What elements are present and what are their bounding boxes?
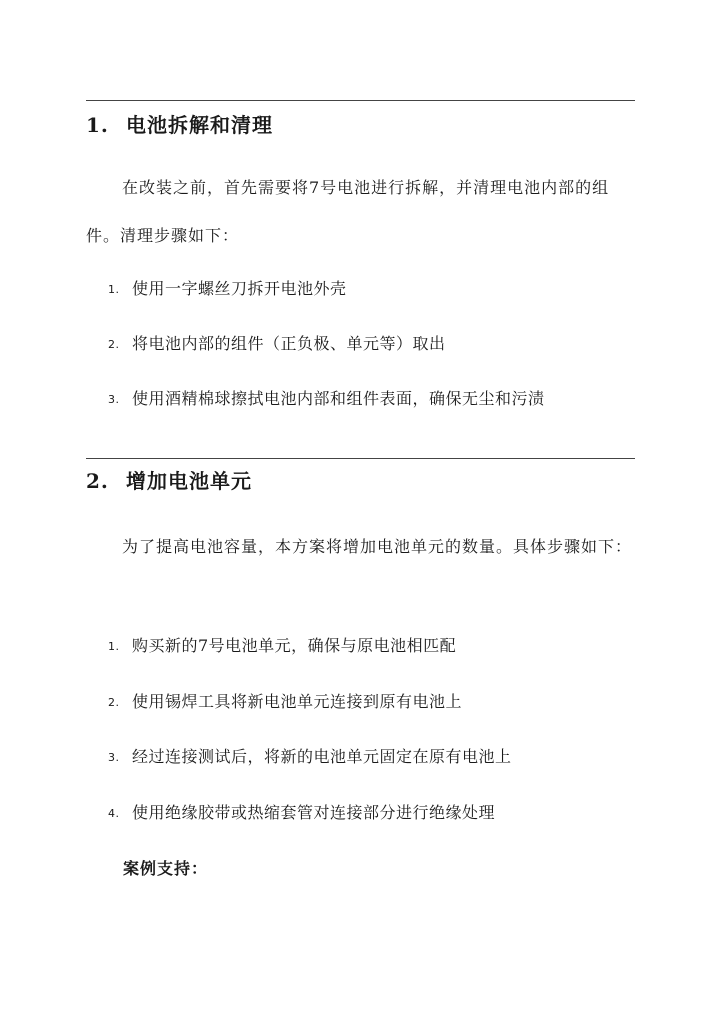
section-2-heading xyxy=(86,467,252,495)
step-text: 使用一字螺丝刀拆开电池外壳 xyxy=(132,279,347,298)
section-1-divider xyxy=(86,100,635,101)
section-2-step-4 xyxy=(108,801,495,826)
step-text: 将电池内部的组件（正负极、单元等）取出 xyxy=(132,334,446,353)
section-1-step-1 xyxy=(108,277,347,302)
section-1-heading xyxy=(86,111,273,139)
section-2-step-2 xyxy=(108,690,462,715)
step-index: 2. xyxy=(108,696,120,709)
step-text: 使用绝缘胶带或热缩套管对连接部分进行绝缘处理 xyxy=(132,803,496,822)
case-support-label: 案例支持： xyxy=(123,859,209,878)
section-1-number: 1. xyxy=(86,113,109,137)
section-2-number: 2. xyxy=(86,469,109,493)
section-2-title: 增加电池单元 xyxy=(126,469,252,493)
section-1-step-3 xyxy=(108,387,545,412)
section-2-divider xyxy=(86,458,635,459)
step-text: 使用酒精棉球擦拭电池内部和组件表面，确保无尘和污渍 xyxy=(132,389,545,408)
step-index: 3. xyxy=(108,751,120,764)
step-text: 经过连接测试后，将新的电池单元固定在原有电池上 xyxy=(132,747,512,766)
step-text: 使用锡焊工具将新电池单元连接到原有电池上 xyxy=(132,692,463,711)
section-1-step-2 xyxy=(108,332,446,357)
section-2-step-1 xyxy=(108,634,456,659)
section-2-intro: 为了提高电池容量，本方案将增加电池单元的数量。具体步骤如下： xyxy=(122,537,633,556)
step-index: 1. xyxy=(108,283,120,296)
step-text: 购买新的7号电池单元，确保与原电池相匹配 xyxy=(132,636,457,655)
section-1-intro: 在改装之前，首先需要将7号电池进行拆解，并清理电池内部的组件。清理步骤如下： xyxy=(86,178,610,245)
section-2-step-3 xyxy=(108,745,512,770)
step-index: 4. xyxy=(108,807,120,820)
step-index: 1. xyxy=(108,640,120,653)
step-index: 2. xyxy=(108,338,120,351)
section-1-title: 电池拆解和清理 xyxy=(126,113,273,137)
step-index: 3. xyxy=(108,393,120,406)
